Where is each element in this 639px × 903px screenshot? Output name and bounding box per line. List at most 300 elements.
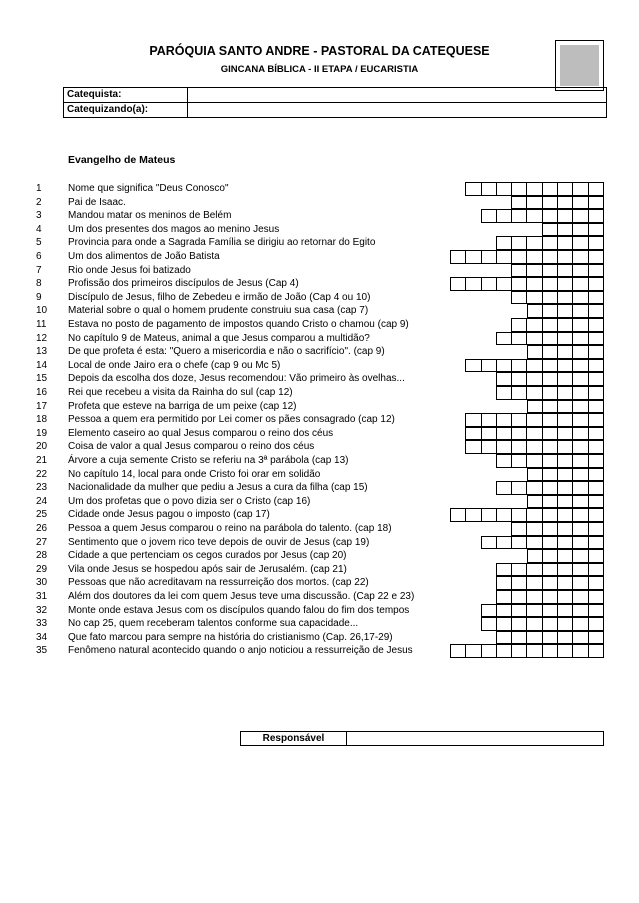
answer-letter-box[interactable] <box>496 508 512 522</box>
answer-letter-box[interactable] <box>542 332 558 346</box>
answer-letter-box[interactable] <box>572 209 588 223</box>
answer-letter-box[interactable] <box>496 440 512 454</box>
answer-letter-box[interactable] <box>588 304 604 318</box>
answer-letter-box[interactable] <box>481 427 497 441</box>
answer-letter-box[interactable] <box>450 277 466 291</box>
answer-letter-box[interactable] <box>588 481 604 495</box>
answer-letter-box[interactable] <box>557 345 573 359</box>
answer-letter-box[interactable] <box>557 508 573 522</box>
answer-letter-box[interactable] <box>542 291 558 305</box>
answer-letter-box[interactable] <box>450 508 466 522</box>
answer-letter-box[interactable] <box>542 400 558 414</box>
question-text: Pessoa a quem Jesus comparou o reino na parábola do talento. (cap 18) <box>68 523 392 534</box>
answer-letter-box[interactable] <box>588 590 604 604</box>
answer-letter-box[interactable] <box>511 454 527 468</box>
answer-letter-box[interactable] <box>481 617 497 631</box>
answer-letter-box[interactable] <box>465 277 481 291</box>
answer-letter-box[interactable] <box>588 604 604 618</box>
answer-letter-box[interactable] <box>572 617 588 631</box>
answer-letter-box[interactable] <box>496 372 512 386</box>
answer-letter-box[interactable] <box>465 508 481 522</box>
answer-letter-box[interactable] <box>542 468 558 482</box>
question-number: 29 <box>36 563 48 575</box>
answer-letter-box[interactable] <box>511 372 527 386</box>
answer-letter-box[interactable] <box>496 454 512 468</box>
answer-letter-box[interactable] <box>496 359 512 373</box>
answer-letter-box[interactable] <box>496 386 512 400</box>
question-number: 15 <box>36 373 48 385</box>
question-number: 25 <box>36 509 48 521</box>
answer-letter-box[interactable] <box>465 182 481 196</box>
answer-letter-box[interactable] <box>542 277 558 291</box>
answer-letter-box[interactable] <box>526 563 542 577</box>
answer-letter-box[interactable] <box>542 386 558 400</box>
answer-letter-box[interactable] <box>557 617 573 631</box>
answer-letter-box[interactable] <box>527 549 543 563</box>
answer-letter-box[interactable] <box>588 427 604 441</box>
answer-letter-box[interactable] <box>481 359 497 373</box>
answer-letter-box[interactable] <box>588 236 604 250</box>
answer-letter-box[interactable] <box>496 631 512 645</box>
answer-letter-box[interactable] <box>557 522 573 536</box>
answer-letter-box[interactable] <box>542 250 558 264</box>
answer-letter-box[interactable] <box>588 182 604 196</box>
answer-letter-box[interactable] <box>511 264 527 278</box>
answer-letter-box[interactable] <box>588 400 604 414</box>
question-text: Depois da escolha dos doze, Jesus recomendou: Vão primeiro às ovelhas... <box>68 373 405 385</box>
answer-letter-box[interactable] <box>481 440 497 454</box>
answer-letter-box[interactable] <box>542 413 558 427</box>
answer-letter-box[interactable] <box>526 264 542 278</box>
answer-letter-box[interactable] <box>588 209 604 223</box>
answer-letter-box[interactable] <box>572 604 588 618</box>
answer-letter-box[interactable] <box>557 223 573 237</box>
question-number: 12 <box>36 332 48 344</box>
answer-letter-box[interactable] <box>588 291 604 305</box>
question-row <box>0 291 639 305</box>
question-row <box>0 563 639 577</box>
question-number: 3 <box>36 210 42 222</box>
answer-letter-box[interactable] <box>572 522 588 536</box>
answer-letter-box[interactable] <box>588 196 604 210</box>
answer-letter-box[interactable] <box>481 604 497 618</box>
answer-letter-box[interactable] <box>527 304 543 318</box>
answer-letter-box[interactable] <box>496 427 512 441</box>
answer-letter-box[interactable] <box>526 372 542 386</box>
answer-letter-box[interactable] <box>557 372 573 386</box>
answer-letter-box[interactable] <box>496 644 512 658</box>
answer-letter-box[interactable] <box>511 250 527 264</box>
answer-letter-box[interactable] <box>496 209 512 223</box>
answer-letter-box[interactable] <box>511 236 527 250</box>
question-row <box>0 332 639 346</box>
answer-letter-box[interactable] <box>572 318 588 332</box>
answer-letter-box[interactable] <box>588 372 604 386</box>
question-row <box>0 359 639 373</box>
answer-letter-box[interactable] <box>526 236 542 250</box>
answer-letter-box[interactable] <box>511 427 527 441</box>
answer-letter-box[interactable] <box>526 413 542 427</box>
answer-letter-box[interactable] <box>496 481 512 495</box>
answer-letter-box[interactable] <box>572 454 588 468</box>
answer-letter-box[interactable] <box>588 522 604 536</box>
question-number: 8 <box>36 278 42 290</box>
question-row <box>0 264 639 278</box>
question-row <box>0 236 639 250</box>
answer-letter-box[interactable] <box>572 563 588 577</box>
answer-letter-box[interactable] <box>481 644 497 658</box>
answer-letter-box[interactable] <box>496 590 512 604</box>
catequista-field[interactable] <box>188 88 607 103</box>
answer-letter-box[interactable] <box>588 386 604 400</box>
answer-letter-box[interactable] <box>481 536 497 550</box>
answer-letter-box[interactable] <box>557 468 573 482</box>
answer-letter-box[interactable] <box>526 427 542 441</box>
question-number: 28 <box>36 550 48 562</box>
answer-letter-box[interactable] <box>542 345 558 359</box>
answer-letter-box[interactable] <box>496 536 512 550</box>
answer-letter-box[interactable] <box>526 386 542 400</box>
question-number: 31 <box>36 591 48 602</box>
answer-letter-box[interactable] <box>588 549 604 563</box>
answer-letter-box[interactable] <box>542 236 558 250</box>
answer-letter-box[interactable] <box>557 454 573 468</box>
answer-letter-box[interactable] <box>572 644 588 658</box>
question-text: No cap 25, quem receberam talentos conforme sua capacidade... <box>68 618 359 630</box>
answer-letter-box[interactable] <box>542 264 558 278</box>
answer-letter-box[interactable] <box>572 359 588 373</box>
answer-letter-box[interactable] <box>542 631 558 645</box>
question-text: Local de onde Jairo era o chefe (cap 9 ou Mc 5) <box>68 359 281 371</box>
answer-letter-box[interactable] <box>527 400 543 414</box>
answer-grid <box>497 481 604 495</box>
answer-letter-box[interactable] <box>572 372 588 386</box>
answer-letter-box[interactable] <box>588 223 604 237</box>
answer-grid <box>497 576 604 590</box>
answer-letter-box[interactable] <box>542 481 558 495</box>
answer-letter-box[interactable] <box>526 277 542 291</box>
answer-letter-box[interactable] <box>572 590 588 604</box>
answer-letter-box[interactable] <box>511 182 527 196</box>
question-row <box>0 631 639 645</box>
answer-letter-box[interactable] <box>557 250 573 264</box>
catequizando-field[interactable] <box>188 103 607 118</box>
question-number: 27 <box>36 536 48 548</box>
answer-letter-box[interactable] <box>465 440 481 454</box>
answer-letter-box[interactable] <box>465 644 481 658</box>
answer-letter-box[interactable] <box>588 440 604 454</box>
answer-letter-box[interactable] <box>511 631 527 645</box>
answer-letter-box[interactable] <box>588 563 604 577</box>
question-number: 2 <box>36 196 42 208</box>
answer-letter-box[interactable] <box>542 604 558 618</box>
answer-letter-box[interactable] <box>511 413 527 427</box>
photo-box <box>555 40 604 91</box>
answer-letter-box[interactable] <box>542 223 558 237</box>
answer-letter-box[interactable] <box>496 576 512 590</box>
question-row <box>0 481 639 495</box>
answer-letter-box[interactable] <box>588 631 604 645</box>
answer-letter-box[interactable] <box>496 277 512 291</box>
answer-letter-box[interactable] <box>588 644 604 658</box>
answer-letter-box[interactable] <box>557 277 573 291</box>
answer-letter-box[interactable] <box>526 508 542 522</box>
answer-letter-box[interactable] <box>527 495 543 509</box>
answer-letter-box[interactable] <box>527 345 543 359</box>
responsavel-field[interactable] <box>347 732 604 746</box>
answer-grid <box>482 536 604 550</box>
answer-grid <box>466 359 604 373</box>
question-row <box>0 386 639 400</box>
question-number: 17 <box>36 400 48 412</box>
answer-letter-box[interactable] <box>572 576 588 590</box>
answer-letter-box[interactable] <box>481 277 497 291</box>
answer-letter-box[interactable] <box>542 495 558 509</box>
answer-letter-box[interactable] <box>481 250 497 264</box>
answer-letter-box[interactable] <box>542 617 558 631</box>
answer-letter-box[interactable] <box>588 536 604 550</box>
answer-letter-box[interactable] <box>542 318 558 332</box>
answer-letter-box[interactable] <box>557 332 573 346</box>
question-text: Vila onde Jesus se hospedou após sair de Jerusalém. (cap 21) <box>68 563 347 575</box>
answer-letter-box[interactable] <box>542 209 558 223</box>
answer-grid <box>466 440 604 454</box>
answer-letter-box[interactable] <box>511 386 527 400</box>
answer-letter-box[interactable] <box>572 386 588 400</box>
answer-letter-box[interactable] <box>588 250 604 264</box>
answer-letter-box[interactable] <box>572 264 588 278</box>
answer-letter-box[interactable] <box>542 427 558 441</box>
answer-letter-box[interactable] <box>557 481 573 495</box>
answer-letter-box[interactable] <box>557 236 573 250</box>
answer-letter-box[interactable] <box>496 604 512 618</box>
answer-letter-box[interactable] <box>511 209 527 223</box>
answer-letter-box[interactable] <box>542 590 558 604</box>
answer-letter-box[interactable] <box>542 182 558 196</box>
answer-grid <box>528 400 604 414</box>
answer-letter-box[interactable] <box>557 359 573 373</box>
answer-letter-box[interactable] <box>526 576 542 590</box>
answer-letter-box[interactable] <box>481 182 497 196</box>
answer-letter-box[interactable] <box>557 182 573 196</box>
answer-letter-box[interactable] <box>557 427 573 441</box>
answer-letter-box[interactable] <box>496 182 512 196</box>
answer-letter-box[interactable] <box>572 277 588 291</box>
question-number: 5 <box>36 237 42 249</box>
answer-letter-box[interactable] <box>511 590 527 604</box>
answer-letter-box[interactable] <box>526 196 542 210</box>
answer-letter-box[interactable] <box>557 304 573 318</box>
answer-letter-box[interactable] <box>542 644 558 658</box>
answer-letter-box[interactable] <box>511 196 527 210</box>
answer-letter-box[interactable] <box>588 617 604 631</box>
answer-letter-box[interactable] <box>572 631 588 645</box>
answer-letter-box[interactable] <box>526 590 542 604</box>
answer-letter-box[interactable] <box>526 644 542 658</box>
answer-letter-box[interactable] <box>450 250 466 264</box>
answer-letter-box[interactable] <box>542 536 558 550</box>
answer-letter-box[interactable] <box>557 631 573 645</box>
answer-letter-box[interactable] <box>511 536 527 550</box>
answer-letter-box[interactable] <box>526 209 542 223</box>
answer-letter-box[interactable] <box>557 209 573 223</box>
answer-letter-box[interactable] <box>572 345 588 359</box>
answer-letter-box[interactable] <box>465 359 481 373</box>
answer-letter-box[interactable] <box>572 508 588 522</box>
answer-letter-box[interactable] <box>557 644 573 658</box>
question-number: 32 <box>36 604 48 616</box>
answer-letter-box[interactable] <box>588 454 604 468</box>
answer-grid <box>466 413 604 427</box>
answer-letter-box[interactable] <box>572 291 588 305</box>
answer-letter-box[interactable] <box>572 236 588 250</box>
answer-letter-box[interactable] <box>572 304 588 318</box>
answer-letter-box[interactable] <box>450 644 466 658</box>
answer-letter-box[interactable] <box>542 522 558 536</box>
answer-letter-box[interactable] <box>572 481 588 495</box>
answer-letter-box[interactable] <box>511 563 527 577</box>
answer-letter-box[interactable] <box>542 563 558 577</box>
answer-letter-box[interactable] <box>572 413 588 427</box>
answer-letter-box[interactable] <box>511 604 527 618</box>
answer-letter-box[interactable] <box>526 250 542 264</box>
answer-letter-box[interactable] <box>542 359 558 373</box>
answer-letter-box[interactable] <box>496 413 512 427</box>
answer-letter-box[interactable] <box>588 413 604 427</box>
answer-letter-box[interactable] <box>588 264 604 278</box>
answer-letter-box[interactable] <box>557 536 573 550</box>
answer-letter-box[interactable] <box>481 209 497 223</box>
answer-letter-box[interactable] <box>572 182 588 196</box>
answer-letter-box[interactable] <box>588 359 604 373</box>
answer-letter-box[interactable] <box>557 318 573 332</box>
answer-letter-box[interactable] <box>588 468 604 482</box>
question-text: Fenômeno natural acontecido quando o anjo noticiou a ressurreição de Jesus <box>68 645 413 657</box>
answer-letter-box[interactable] <box>526 182 542 196</box>
answer-letter-box[interactable] <box>557 563 573 577</box>
answer-letter-box[interactable] <box>511 644 527 658</box>
answer-letter-box[interactable] <box>557 264 573 278</box>
answer-letter-box[interactable] <box>511 318 527 332</box>
question-text: Coisa de valor a qual Jesus comparou o reino dos céus <box>68 441 315 453</box>
answer-letter-box[interactable] <box>511 440 527 454</box>
answer-letter-box[interactable] <box>527 468 543 482</box>
answer-letter-box[interactable] <box>511 332 527 346</box>
answer-letter-box[interactable] <box>572 223 588 237</box>
answer-letter-box[interactable] <box>557 413 573 427</box>
answer-letter-box[interactable] <box>511 291 527 305</box>
answer-letter-box[interactable] <box>465 250 481 264</box>
answer-letter-box[interactable] <box>542 196 558 210</box>
answer-letter-box[interactable] <box>588 345 604 359</box>
answer-letter-box[interactable] <box>572 400 588 414</box>
answer-letter-box[interactable] <box>588 332 604 346</box>
answer-letter-box[interactable] <box>526 617 542 631</box>
answer-letter-box[interactable] <box>511 481 527 495</box>
answer-letter-box[interactable] <box>526 522 542 536</box>
answer-letter-box[interactable] <box>572 536 588 550</box>
question-text: Nacionalidade da mulher que pediu a Jesus a cura da filha (cap 15) <box>68 482 368 494</box>
answer-letter-box[interactable] <box>572 250 588 264</box>
answer-letter-box[interactable] <box>511 576 527 590</box>
answer-letter-box[interactable] <box>542 549 558 563</box>
answer-grid <box>497 590 604 604</box>
answer-letter-box[interactable] <box>526 631 542 645</box>
answer-letter-box[interactable] <box>526 359 542 373</box>
question-text: Elemento caseiro ao qual Jesus comparou o reino dos céus <box>68 427 334 439</box>
answer-letter-box[interactable] <box>557 400 573 414</box>
question-row <box>0 536 639 550</box>
answer-letter-box[interactable] <box>542 576 558 590</box>
answer-letter-box[interactable] <box>588 318 604 332</box>
answer-letter-box[interactable] <box>526 291 542 305</box>
answer-letter-box[interactable] <box>557 291 573 305</box>
answer-letter-box[interactable] <box>542 508 558 522</box>
answer-letter-box[interactable] <box>526 536 542 550</box>
answer-grid <box>528 304 604 318</box>
answer-letter-box[interactable] <box>557 604 573 618</box>
answer-letter-box[interactable] <box>526 481 542 495</box>
answer-letter-box[interactable] <box>557 590 573 604</box>
answer-letter-box[interactable] <box>496 332 512 346</box>
answer-letter-box[interactable] <box>526 318 542 332</box>
answer-letter-box[interactable] <box>572 427 588 441</box>
answer-letter-box[interactable] <box>526 332 542 346</box>
answer-letter-box[interactable] <box>572 495 588 509</box>
answer-letter-box[interactable] <box>557 549 573 563</box>
answer-letter-box[interactable] <box>496 236 512 250</box>
answer-letter-box[interactable] <box>572 440 588 454</box>
answer-letter-box[interactable] <box>481 413 497 427</box>
answer-letter-box[interactable] <box>572 549 588 563</box>
answer-letter-box[interactable] <box>496 250 512 264</box>
answer-letter-box[interactable] <box>557 495 573 509</box>
answer-letter-box[interactable] <box>526 454 542 468</box>
answer-letter-box[interactable] <box>496 617 512 631</box>
answer-letter-box[interactable] <box>526 604 542 618</box>
answer-letter-box[interactable] <box>588 576 604 590</box>
answer-letter-box[interactable] <box>465 413 481 427</box>
answer-letter-box[interactable] <box>588 508 604 522</box>
answer-letter-box[interactable] <box>542 372 558 386</box>
answer-letter-box[interactable] <box>557 440 573 454</box>
answer-letter-box[interactable] <box>526 440 542 454</box>
answer-letter-box[interactable] <box>572 468 588 482</box>
answer-letter-box[interactable] <box>496 563 512 577</box>
question-number: 7 <box>36 264 42 276</box>
answer-letter-box[interactable] <box>557 576 573 590</box>
answer-letter-box[interactable] <box>557 196 573 210</box>
answer-letter-box[interactable] <box>588 277 604 291</box>
answer-letter-box[interactable] <box>511 359 527 373</box>
question-text: Material sobre o qual o homem prudente construiu sua casa (cap 7) <box>68 305 369 317</box>
answer-letter-box[interactable] <box>542 454 558 468</box>
answer-letter-box[interactable] <box>557 386 573 400</box>
answer-letter-box[interactable] <box>588 495 604 509</box>
answer-letter-box[interactable] <box>511 522 527 536</box>
answer-letter-box[interactable] <box>511 617 527 631</box>
answer-letter-box[interactable] <box>542 440 558 454</box>
answer-letter-box[interactable] <box>542 304 558 318</box>
question-text: Rio onde Jesus foi batizado <box>68 264 191 276</box>
answer-grid <box>543 223 604 237</box>
answer-letter-box[interactable] <box>572 332 588 346</box>
answer-letter-box[interactable] <box>572 196 588 210</box>
answer-letter-box[interactable] <box>481 508 497 522</box>
answer-letter-box[interactable] <box>465 427 481 441</box>
answer-letter-box[interactable] <box>511 277 527 291</box>
answer-letter-box[interactable] <box>511 508 527 522</box>
